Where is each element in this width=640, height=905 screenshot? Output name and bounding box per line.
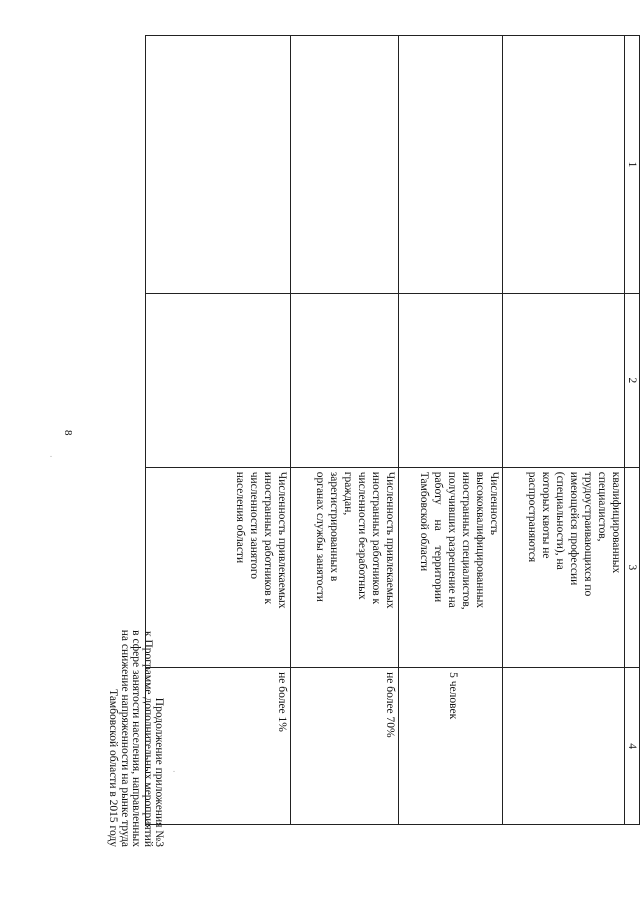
column-number: 1 bbox=[625, 36, 640, 294]
indicator-line: работу на территории bbox=[432, 471, 444, 603]
table-cell bbox=[503, 294, 625, 468]
indicator-cell bbox=[399, 467, 503, 667]
indicator-line: иностранных работников к bbox=[262, 471, 274, 605]
indicator-cell bbox=[503, 467, 625, 667]
indicator-line: высококвалифицированных bbox=[474, 471, 486, 609]
indicator-line: распространяются bbox=[526, 471, 538, 563]
indicator-line: иностранных работников к bbox=[370, 471, 382, 605]
indicator-cell bbox=[146, 467, 291, 667]
table-cell bbox=[291, 36, 399, 294]
indicator-line: Численность привлекаемых bbox=[384, 471, 396, 609]
indicator-line: которых квоты не bbox=[540, 471, 552, 559]
table-row bbox=[291, 36, 399, 825]
indicator-line: граждан, bbox=[342, 471, 354, 516]
value-cell bbox=[503, 668, 625, 825]
value-cell: 5 человек bbox=[399, 668, 503, 825]
table-row bbox=[146, 36, 291, 825]
table-cell bbox=[146, 294, 291, 468]
indicator-line: трудоустраивающихся по bbox=[582, 471, 594, 597]
indicator-line: имеющейся профессии bbox=[568, 471, 580, 586]
value-cell: не более 70% bbox=[291, 668, 399, 825]
table-cell bbox=[399, 36, 503, 294]
indicator-line: зарегистрированных в bbox=[328, 471, 340, 582]
indicator-line: населения области bbox=[234, 471, 246, 564]
measures-table bbox=[145, 35, 640, 825]
table-row bbox=[503, 36, 625, 825]
scan-speck: · bbox=[169, 770, 178, 773]
indicator-line: (специальности), на bbox=[554, 471, 566, 570]
indicator-line: численности занятого bbox=[248, 471, 260, 580]
header-line: к Программе дополнительных мероприятий bbox=[141, 631, 154, 847]
table-cell bbox=[291, 294, 399, 468]
indicator-line: квалифицированных bbox=[610, 471, 622, 574]
indicator-cell bbox=[291, 467, 399, 667]
header-line: Продолжение приложения №3 bbox=[153, 697, 165, 847]
indicator-line: Численность привлекаемых bbox=[276, 471, 288, 609]
header-line: на снижение напряженности на рынке труда bbox=[118, 629, 131, 847]
indicator-line: Тамбовской области bbox=[418, 471, 430, 572]
scan-speck: · bbox=[46, 455, 55, 458]
column-number: 4 bbox=[625, 668, 640, 825]
table-cell bbox=[503, 36, 625, 294]
indicator-line: иностранных специалистов, bbox=[460, 471, 472, 610]
indicator-line: численности безработных bbox=[356, 471, 368, 600]
value-cell: не более 1% bbox=[146, 668, 291, 825]
header-line: в сфере занятости населения, направленных bbox=[130, 630, 143, 847]
column-number: 3 bbox=[625, 467, 640, 667]
indicator-line: органах службы занятости bbox=[314, 471, 326, 602]
indicator-line: специалистов, bbox=[596, 471, 608, 542]
table-cell bbox=[146, 36, 291, 294]
indicator-line: получивших разрешение на bbox=[446, 471, 458, 608]
indicator-line: Численность bbox=[488, 471, 500, 536]
page-number: 8 bbox=[62, 430, 74, 436]
table-cell bbox=[399, 294, 503, 468]
table-header-row bbox=[625, 36, 640, 825]
table-row bbox=[399, 36, 503, 825]
column-number: 2 bbox=[625, 294, 640, 468]
header-line: Тамбовской области в 2015 году bbox=[107, 689, 120, 847]
